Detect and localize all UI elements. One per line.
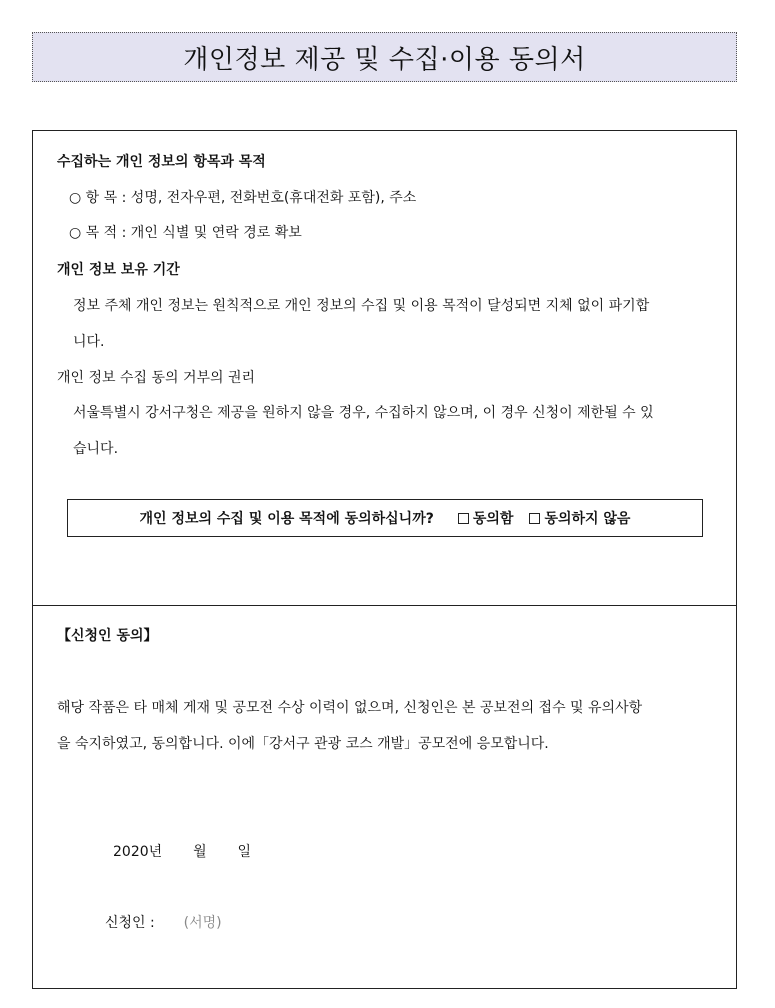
document-title-box (32, 32, 737, 82)
item-purpose-text: 개인 식별 및 연락 경로 확보 (130, 225, 302, 241)
signer-label: 신청인 : (105, 915, 155, 931)
date-month: 월 (193, 844, 207, 860)
retention-text-line1: 정보 주체 개인 정보는 원칙적으로 개인 정보의 수집 및 이용 목적이 달성되면 지체 없이 파기합 (73, 298, 650, 314)
refusal-text-line1: 서울특별시 강서구청은 제공을 원하지 않을 경우, 수집하지 않으며, 이 경우 신청이 제한될 수 있 (73, 405, 654, 421)
circle-bullet-icon: ○ (69, 225, 82, 241)
document-title: 개인정보 제공 및 수집·이용 동의서 (183, 44, 586, 75)
consent-question-box (67, 499, 703, 537)
agree-label: 동의함 (472, 511, 514, 527)
section-divider (33, 605, 736, 606)
item-purpose-label: 목 적 : (85, 225, 127, 241)
refusal-text-line2: 습니다. (73, 441, 119, 457)
signature-placeholder[interactable]: (서명) (183, 915, 222, 931)
circle-bullet-icon: ○ (69, 190, 82, 206)
section-refusal-heading: 개인 정보 수집 동의 거부의 권리 (57, 370, 256, 386)
date-day: 일 (237, 844, 252, 860)
disagree-label: 동의하지 않음 (544, 511, 631, 527)
item-purpose-row (69, 222, 302, 242)
date-year: 2020년 (113, 844, 163, 860)
date-row (113, 841, 251, 861)
consent-question: 개인 정보의 수집 및 이용 목적에 동의하십니까? (139, 511, 434, 527)
section-retention-heading: 개인 정보 보유 기간 (57, 262, 180, 278)
checkbox-icon[interactable] (529, 513, 540, 524)
section-collected-items-heading: 수집하는 개인 정보의 항목과 목적 (57, 154, 266, 170)
checkbox-icon[interactable] (458, 513, 469, 524)
item-fields-row (69, 187, 416, 207)
disagree-checkbox[interactable] (529, 508, 630, 528)
consent-form-box (32, 130, 737, 989)
agree-checkbox[interactable] (458, 508, 514, 528)
item-fields-label: 항 목 : (85, 190, 127, 206)
signer-row (105, 912, 222, 932)
applicant-text-line2: 을 숙지하였고, 동의합니다. 이에「강서구 관광 코스 개발」공모전에 응모합니다. (57, 736, 549, 752)
applicant-text-line1: 해당 작품은 타 매체 게재 및 공모전 수상 이력이 없으며, 신청인은 본 공보전의 접수 및 유의사항 (57, 700, 643, 716)
item-fields-text: 성명, 전자우편, 전화번호(휴대전화 포함), 주소 (130, 190, 417, 206)
applicant-consent-heading: 【신청인 동의】 (57, 628, 158, 644)
retention-text-line2: 니다. (73, 334, 105, 350)
